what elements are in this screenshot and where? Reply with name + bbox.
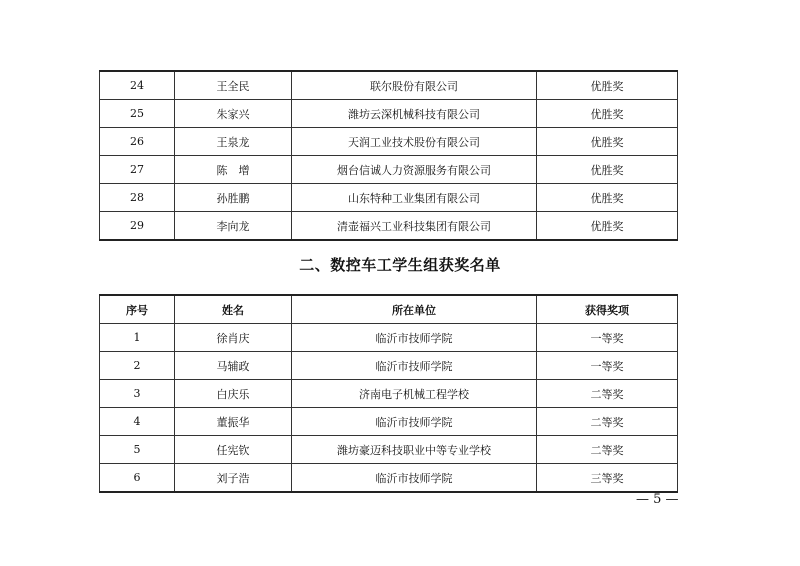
organization: 临沂市技师学院	[292, 352, 537, 380]
row-number: 29	[100, 212, 175, 241]
award: 优胜奖	[537, 100, 678, 128]
table-row	[100, 436, 678, 464]
award: 二等奖	[537, 380, 678, 408]
organization: 临沂市技师学院	[292, 408, 537, 436]
table-row	[100, 71, 678, 100]
organization: 潍坊豪迈科技职业中等专业学校	[292, 436, 537, 464]
page-number: — 5 —	[636, 492, 679, 507]
table-row	[100, 156, 678, 184]
row-number: 26	[100, 128, 175, 156]
award: 优胜奖	[537, 184, 678, 212]
award: 优胜奖	[537, 71, 678, 100]
column-header-name: 姓名	[175, 295, 292, 324]
table-row	[100, 128, 678, 156]
table-row	[100, 464, 678, 493]
student-awards-table	[99, 294, 678, 493]
table-row	[100, 324, 678, 352]
row-number: 25	[100, 100, 175, 128]
award: 优胜奖	[537, 156, 678, 184]
award: 二等奖	[537, 408, 678, 436]
person-name: 李向龙	[175, 212, 292, 241]
organization: 潍坊云深机械科技有限公司	[292, 100, 537, 128]
table-row	[100, 100, 678, 128]
row-number: 24	[100, 71, 175, 100]
person-name: 陈 增	[175, 156, 292, 184]
column-header-number: 序号	[100, 295, 175, 324]
person-name: 白庆乐	[175, 380, 292, 408]
table-row	[100, 352, 678, 380]
row-number: 5	[100, 436, 175, 464]
organization: 清壶福兴工业科技集团有限公司	[292, 212, 537, 241]
person-name: 王泉龙	[175, 128, 292, 156]
person-name: 董振华	[175, 408, 292, 436]
table-row	[100, 380, 678, 408]
person-name: 任宪钦	[175, 436, 292, 464]
award: 一等奖	[537, 324, 678, 352]
person-name: 徐肖庆	[175, 324, 292, 352]
person-name: 王全民	[175, 71, 292, 100]
award: 优胜奖	[537, 212, 678, 241]
table-row	[100, 408, 678, 436]
awards-table-continued	[99, 70, 678, 241]
column-header-unit: 所在单位	[292, 295, 537, 324]
person-name: 朱家兴	[175, 100, 292, 128]
organization: 济南电子机械工程学校	[292, 380, 537, 408]
organization: 天润工业技术股份有限公司	[292, 128, 537, 156]
person-name: 马辅政	[175, 352, 292, 380]
row-number: 2	[100, 352, 175, 380]
award: 优胜奖	[537, 128, 678, 156]
award: 三等奖	[537, 464, 678, 493]
row-number: 4	[100, 408, 175, 436]
organization: 临沂市技师学院	[292, 464, 537, 493]
row-number: 3	[100, 380, 175, 408]
person-name: 刘子浩	[175, 464, 292, 493]
table-header-row	[100, 295, 678, 324]
column-header-award: 获得奖项	[537, 295, 678, 324]
organization: 山东特种工业集团有限公司	[292, 184, 537, 212]
organization: 联尔股份有限公司	[292, 71, 537, 100]
person-name: 孙胜鹏	[175, 184, 292, 212]
organization: 烟台信诚人力资源服务有限公司	[292, 156, 537, 184]
table-row	[100, 184, 678, 212]
row-number: 1	[100, 324, 175, 352]
award: 二等奖	[537, 436, 678, 464]
row-number: 6	[100, 464, 175, 493]
section-heading: 二、数控车工学生组获奖名单	[299, 256, 501, 274]
table-row	[100, 212, 678, 241]
row-number: 28	[100, 184, 175, 212]
organization: 临沂市技师学院	[292, 324, 537, 352]
award: 一等奖	[537, 352, 678, 380]
row-number: 27	[100, 156, 175, 184]
